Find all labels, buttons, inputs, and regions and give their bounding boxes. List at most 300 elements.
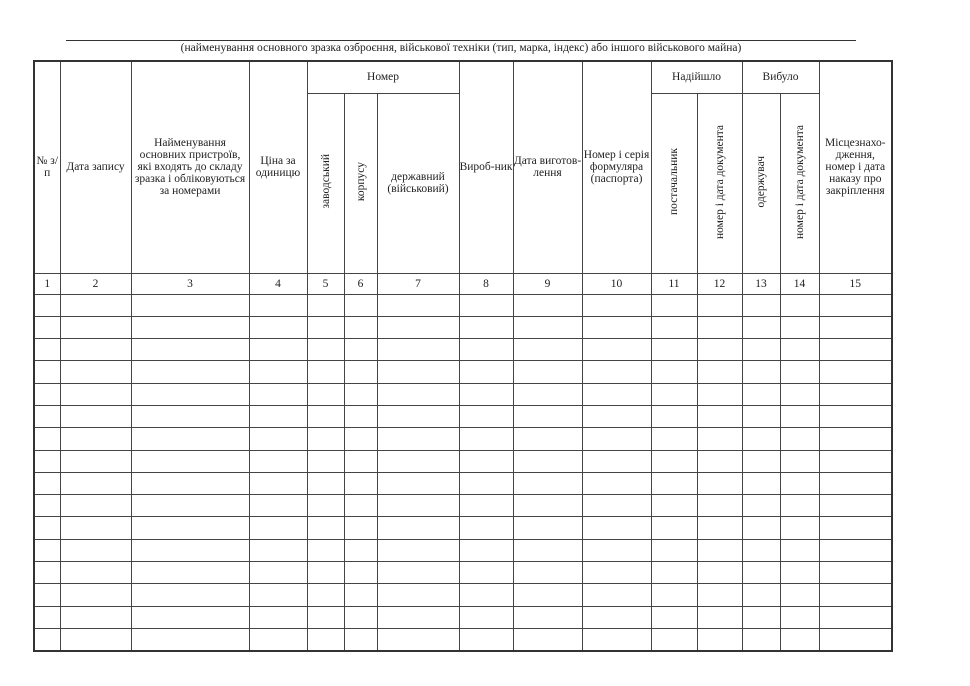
- table-cell[interactable]: [377, 495, 459, 517]
- table-cell[interactable]: [819, 517, 892, 539]
- column-number: 5: [307, 273, 344, 294]
- table-cell[interactable]: [131, 517, 249, 539]
- table-cell[interactable]: [582, 383, 651, 405]
- table-cell[interactable]: [780, 361, 819, 383]
- table-cell[interactable]: [459, 361, 513, 383]
- table-cell[interactable]: [651, 405, 697, 427]
- table-cell[interactable]: [651, 428, 697, 450]
- table-cell[interactable]: [697, 450, 742, 472]
- table-cell[interactable]: [459, 294, 513, 316]
- table-cell[interactable]: [34, 339, 60, 361]
- table-cell[interactable]: [459, 450, 513, 472]
- table-cell[interactable]: [697, 539, 742, 561]
- table-cell[interactable]: [34, 316, 60, 338]
- table-cell[interactable]: [60, 472, 131, 494]
- table-cell[interactable]: [459, 562, 513, 584]
- table-row: [34, 450, 892, 472]
- table-cell[interactable]: [131, 428, 249, 450]
- table-cell[interactable]: [60, 361, 131, 383]
- header-hull-number-cell: [344, 93, 377, 273]
- table-cell[interactable]: [582, 294, 651, 316]
- table-cell[interactable]: [459, 405, 513, 427]
- table-cell[interactable]: [819, 628, 892, 650]
- table-cell[interactable]: [377, 339, 459, 361]
- table-cell[interactable]: [131, 472, 249, 494]
- table-cell[interactable]: [582, 539, 651, 561]
- table-cell[interactable]: [780, 562, 819, 584]
- column-number: 6: [344, 273, 377, 294]
- table-cell[interactable]: [60, 539, 131, 561]
- header-supplier-cell: [651, 93, 697, 273]
- table-cell[interactable]: [307, 495, 344, 517]
- table-cell[interactable]: [344, 539, 377, 561]
- column-number: 12: [697, 273, 742, 294]
- table-cell[interactable]: [377, 316, 459, 338]
- table-cell[interactable]: [307, 584, 344, 606]
- table-cell[interactable]: [780, 517, 819, 539]
- table-cell[interactable]: [344, 450, 377, 472]
- table-cell[interactable]: [651, 584, 697, 606]
- table-cell[interactable]: [459, 472, 513, 494]
- table-cell[interactable]: [60, 294, 131, 316]
- table-cell[interactable]: [131, 562, 249, 584]
- table-cell[interactable]: [344, 405, 377, 427]
- table-cell[interactable]: [307, 517, 344, 539]
- table-cell[interactable]: [742, 472, 780, 494]
- table-cell[interactable]: [377, 383, 459, 405]
- equipment-register-table: [33, 60, 893, 652]
- table-cell[interactable]: [34, 628, 60, 650]
- table-cell[interactable]: [780, 450, 819, 472]
- form-caption: (найменування основного зразка озброєння, військової техніки (тип, марка, індекс) або іншого військового майна): [180, 42, 742, 54]
- header-record-date: Дата запису: [60, 61, 131, 273]
- table-cell[interactable]: [780, 428, 819, 450]
- table-cell[interactable]: [582, 606, 651, 628]
- table-cell[interactable]: [819, 316, 892, 338]
- title-underline: [66, 40, 856, 41]
- table-cell[interactable]: [697, 294, 742, 316]
- table-row: [34, 495, 892, 517]
- table-cell[interactable]: [513, 628, 582, 650]
- table-cell[interactable]: [131, 450, 249, 472]
- table-cell[interactable]: [377, 584, 459, 606]
- table-cell[interactable]: [459, 495, 513, 517]
- table-cell[interactable]: [742, 628, 780, 650]
- table-cell[interactable]: [780, 495, 819, 517]
- table-cell[interactable]: [249, 562, 307, 584]
- column-number: 7: [377, 273, 459, 294]
- table-row: [34, 628, 892, 650]
- table-cell[interactable]: [819, 450, 892, 472]
- table-cell[interactable]: [34, 472, 60, 494]
- header-manufacturer: Вироб-ник: [459, 61, 513, 273]
- table-cell[interactable]: [307, 361, 344, 383]
- table-cell[interactable]: [513, 339, 582, 361]
- column-number: 10: [582, 273, 651, 294]
- table-cell[interactable]: [582, 472, 651, 494]
- table-cell[interactable]: [513, 428, 582, 450]
- table-cell[interactable]: [742, 606, 780, 628]
- table-cell[interactable]: [377, 628, 459, 650]
- table-cell[interactable]: [131, 539, 249, 561]
- table-cell[interactable]: [742, 495, 780, 517]
- table-cell[interactable]: [60, 606, 131, 628]
- table-cell[interactable]: [249, 316, 307, 338]
- table-cell[interactable]: [344, 495, 377, 517]
- table-cell[interactable]: [513, 361, 582, 383]
- table-cell[interactable]: [697, 628, 742, 650]
- table-cell[interactable]: [307, 316, 344, 338]
- table-cell[interactable]: [344, 517, 377, 539]
- table-cell[interactable]: [344, 562, 377, 584]
- table-cell[interactable]: [582, 628, 651, 650]
- table-cell[interactable]: [780, 628, 819, 650]
- table-row: [34, 361, 892, 383]
- table-cell[interactable]: [780, 584, 819, 606]
- column-number: 4: [249, 273, 307, 294]
- table-row: [34, 539, 892, 561]
- table-cell[interactable]: [344, 339, 377, 361]
- table-cell[interactable]: [34, 428, 60, 450]
- table-cell[interactable]: [307, 562, 344, 584]
- table-cell[interactable]: [249, 339, 307, 361]
- column-number: 14: [780, 273, 819, 294]
- table-cell[interactable]: [513, 405, 582, 427]
- table-cell[interactable]: [582, 428, 651, 450]
- header-received-doc-cell: [697, 93, 742, 273]
- table-cell[interactable]: [307, 628, 344, 650]
- table-cell[interactable]: [651, 316, 697, 338]
- table-cell[interactable]: [513, 606, 582, 628]
- table-cell[interactable]: [459, 628, 513, 650]
- table-cell[interactable]: [377, 428, 459, 450]
- table-cell[interactable]: [819, 405, 892, 427]
- table-row: [34, 383, 892, 405]
- table-cell[interactable]: [249, 361, 307, 383]
- table-cell[interactable]: [780, 539, 819, 561]
- table-cell[interactable]: [60, 428, 131, 450]
- table-cell[interactable]: [513, 383, 582, 405]
- table-cell[interactable]: [697, 495, 742, 517]
- table-row: [34, 562, 892, 584]
- table-cell[interactable]: [34, 584, 60, 606]
- table-cell[interactable]: [377, 539, 459, 561]
- table-cell[interactable]: [697, 383, 742, 405]
- table-cell[interactable]: [344, 606, 377, 628]
- header-group-received: Надійшло: [651, 61, 742, 93]
- table-cell[interactable]: [742, 405, 780, 427]
- table-cell[interactable]: [742, 562, 780, 584]
- table-cell[interactable]: [459, 383, 513, 405]
- table-cell[interactable]: [131, 361, 249, 383]
- table-cell[interactable]: [344, 316, 377, 338]
- header-departed-doc: номер і дата документа: [793, 124, 806, 239]
- table-cell[interactable]: [697, 316, 742, 338]
- table-cell[interactable]: [742, 294, 780, 316]
- table-cell[interactable]: [742, 339, 780, 361]
- table-cell[interactable]: [780, 383, 819, 405]
- table-cell[interactable]: [742, 517, 780, 539]
- table-cell[interactable]: [60, 628, 131, 650]
- table-cell[interactable]: [307, 539, 344, 561]
- header-group-number: Номер: [307, 61, 459, 93]
- table-cell[interactable]: [819, 606, 892, 628]
- table-cell[interactable]: [459, 606, 513, 628]
- table-cell[interactable]: [307, 450, 344, 472]
- table-row: [34, 316, 892, 338]
- table-cell[interactable]: [819, 562, 892, 584]
- table-cell[interactable]: [307, 606, 344, 628]
- table-cell[interactable]: [60, 495, 131, 517]
- header-hull-number: корпусу: [354, 161, 367, 202]
- header-factory-number-cell: [307, 93, 344, 273]
- table-cell[interactable]: [459, 539, 513, 561]
- header-group-departed: Вибуло: [742, 61, 819, 93]
- header-location: Місцезнахо-дження, номер і дата наказу про закріплення: [819, 61, 892, 273]
- table-cell[interactable]: [459, 584, 513, 606]
- table-cell[interactable]: [377, 405, 459, 427]
- table-cell[interactable]: [131, 405, 249, 427]
- table-cell[interactable]: [651, 383, 697, 405]
- table-cell[interactable]: [60, 383, 131, 405]
- table-cell[interactable]: [651, 361, 697, 383]
- table-cell[interactable]: [819, 361, 892, 383]
- table-cell[interactable]: [307, 339, 344, 361]
- table-cell[interactable]: [651, 606, 697, 628]
- column-number: 1: [34, 273, 60, 294]
- table-cell[interactable]: [513, 450, 582, 472]
- table-cell[interactable]: [377, 450, 459, 472]
- table-cell[interactable]: [307, 472, 344, 494]
- table-cell[interactable]: [651, 450, 697, 472]
- column-number: 15: [819, 273, 892, 294]
- table-cell[interactable]: [651, 294, 697, 316]
- table-cell[interactable]: [513, 584, 582, 606]
- table-cell[interactable]: [651, 539, 697, 561]
- column-number-row: [34, 273, 892, 294]
- table-cell[interactable]: [651, 472, 697, 494]
- table-cell[interactable]: [344, 383, 377, 405]
- table-cell[interactable]: [742, 361, 780, 383]
- table-cell[interactable]: [344, 584, 377, 606]
- table-cell[interactable]: [377, 472, 459, 494]
- header-recipient-cell: [742, 93, 780, 273]
- header-supplier: постачальник: [668, 148, 681, 215]
- table-cell[interactable]: [34, 450, 60, 472]
- table-cell[interactable]: [697, 405, 742, 427]
- table-cell[interactable]: [582, 405, 651, 427]
- table-cell[interactable]: [131, 339, 249, 361]
- table-cell[interactable]: [249, 628, 307, 650]
- table-cell[interactable]: [307, 383, 344, 405]
- table-cell[interactable]: [34, 383, 60, 405]
- table-cell[interactable]: [780, 339, 819, 361]
- header-factory-number: заводський: [319, 154, 332, 209]
- table-cell[interactable]: [780, 294, 819, 316]
- data-rows: [34, 294, 892, 651]
- table-cell[interactable]: [780, 606, 819, 628]
- table-cell[interactable]: [651, 562, 697, 584]
- table-row: [34, 584, 892, 606]
- table-cell[interactable]: [651, 628, 697, 650]
- table-cell[interactable]: [742, 428, 780, 450]
- table-cell[interactable]: [344, 294, 377, 316]
- table-cell[interactable]: [60, 584, 131, 606]
- header-recipient: одержувач: [755, 155, 768, 208]
- table-cell[interactable]: [307, 428, 344, 450]
- table-cell[interactable]: [131, 383, 249, 405]
- table-cell[interactable]: [344, 628, 377, 650]
- table-cell[interactable]: [34, 361, 60, 383]
- column-number: 9: [513, 273, 582, 294]
- table-cell[interactable]: [513, 472, 582, 494]
- table-cell[interactable]: [582, 316, 651, 338]
- header-manufacture-date: Дата виготов-лення: [513, 61, 582, 273]
- table-cell[interactable]: [819, 539, 892, 561]
- header-state-number: державний (військовий): [377, 93, 459, 273]
- table-cell[interactable]: [344, 361, 377, 383]
- table-cell[interactable]: [34, 539, 60, 561]
- table-cell[interactable]: [131, 584, 249, 606]
- table-cell[interactable]: [513, 562, 582, 584]
- table-cell[interactable]: [249, 428, 307, 450]
- table-cell[interactable]: [249, 294, 307, 316]
- table-cell[interactable]: [697, 428, 742, 450]
- table-cell[interactable]: [582, 517, 651, 539]
- table-cell[interactable]: [780, 472, 819, 494]
- table-cell[interactable]: [249, 495, 307, 517]
- table-cell[interactable]: [131, 606, 249, 628]
- table-cell[interactable]: [131, 495, 249, 517]
- table-cell[interactable]: [131, 628, 249, 650]
- table-cell[interactable]: [377, 606, 459, 628]
- header-unit-price: Ціна за одиницю: [249, 61, 307, 273]
- table-cell[interactable]: [513, 495, 582, 517]
- table-cell[interactable]: [377, 517, 459, 539]
- column-number: 11: [651, 273, 697, 294]
- table-cell[interactable]: [819, 428, 892, 450]
- column-number: 3: [131, 273, 249, 294]
- table-cell[interactable]: [34, 495, 60, 517]
- table-cell[interactable]: [697, 606, 742, 628]
- table-cell[interactable]: [249, 450, 307, 472]
- table-cell[interactable]: [697, 517, 742, 539]
- header-device-name: Найменування основних пристроїв, які входять до складу зразка і обліковуються за номерами: [131, 61, 249, 273]
- column-number: 13: [742, 273, 780, 294]
- table-cell[interactable]: [249, 606, 307, 628]
- table-cell[interactable]: [819, 495, 892, 517]
- table-cell[interactable]: [582, 361, 651, 383]
- header-received-doc: номер і дата документа: [713, 124, 726, 239]
- table-cell[interactable]: [742, 539, 780, 561]
- table-cell[interactable]: [819, 339, 892, 361]
- table-cell[interactable]: [249, 383, 307, 405]
- table-cell[interactable]: [742, 584, 780, 606]
- table-cell[interactable]: [819, 472, 892, 494]
- table-cell[interactable]: [131, 316, 249, 338]
- table-cell[interactable]: [513, 316, 582, 338]
- table-cell[interactable]: [513, 294, 582, 316]
- table-cell[interactable]: [459, 428, 513, 450]
- table-cell[interactable]: [60, 517, 131, 539]
- table-cell[interactable]: [131, 294, 249, 316]
- table-row: [34, 339, 892, 361]
- table-cell[interactable]: [697, 562, 742, 584]
- table-cell[interactable]: [459, 339, 513, 361]
- table-cell[interactable]: [582, 495, 651, 517]
- table-cell[interactable]: [459, 517, 513, 539]
- table-row: [34, 517, 892, 539]
- table-cell[interactable]: [60, 450, 131, 472]
- table-cell[interactable]: [582, 562, 651, 584]
- table-cell[interactable]: [344, 472, 377, 494]
- table-cell[interactable]: [819, 383, 892, 405]
- table-cell[interactable]: [34, 405, 60, 427]
- table-cell[interactable]: [780, 405, 819, 427]
- table-cell[interactable]: [582, 450, 651, 472]
- table-row: [34, 294, 892, 316]
- table-cell[interactable]: [249, 584, 307, 606]
- header-passport-number: Номер і серія формуляра (паспорта): [582, 61, 651, 273]
- table-cell[interactable]: [819, 294, 892, 316]
- table-cell[interactable]: [60, 405, 131, 427]
- table-cell[interactable]: [697, 361, 742, 383]
- table-cell[interactable]: [651, 517, 697, 539]
- table-cell[interactable]: [60, 316, 131, 338]
- table-row: [34, 428, 892, 450]
- table-row: [34, 405, 892, 427]
- table-cell[interactable]: [34, 562, 60, 584]
- table-cell[interactable]: [697, 472, 742, 494]
- table-row: [34, 606, 892, 628]
- table-cell[interactable]: [582, 339, 651, 361]
- table-cell[interactable]: [742, 383, 780, 405]
- table-cell[interactable]: [651, 495, 697, 517]
- table-cell[interactable]: [513, 539, 582, 561]
- table-cell[interactable]: [307, 294, 344, 316]
- table-cell[interactable]: [34, 606, 60, 628]
- header-index: № з/п: [34, 61, 60, 273]
- table-cell[interactable]: [780, 316, 819, 338]
- table-cell[interactable]: [377, 361, 459, 383]
- table-cell[interactable]: [60, 562, 131, 584]
- table-cell[interactable]: [819, 584, 892, 606]
- table-cell[interactable]: [249, 539, 307, 561]
- column-number: 8: [459, 273, 513, 294]
- table-cell[interactable]: [60, 339, 131, 361]
- table-cell[interactable]: [344, 428, 377, 450]
- header-departed-doc-cell: [780, 93, 819, 273]
- table-cell[interactable]: [742, 316, 780, 338]
- table-cell[interactable]: [34, 517, 60, 539]
- table-cell[interactable]: [697, 339, 742, 361]
- table-cell[interactable]: [249, 405, 307, 427]
- table-cell[interactable]: [377, 562, 459, 584]
- table-row: [34, 472, 892, 494]
- table-cell[interactable]: [377, 294, 459, 316]
- table-cell[interactable]: [307, 405, 344, 427]
- table-cell[interactable]: [651, 339, 697, 361]
- table-cell[interactable]: [582, 584, 651, 606]
- table-cell[interactable]: [459, 316, 513, 338]
- table-cell[interactable]: [513, 517, 582, 539]
- column-number: 2: [60, 273, 131, 294]
- table-cell[interactable]: [742, 450, 780, 472]
- table-cell[interactable]: [697, 584, 742, 606]
- table-cell[interactable]: [249, 472, 307, 494]
- table-cell[interactable]: [249, 517, 307, 539]
- table-cell[interactable]: [34, 294, 60, 316]
